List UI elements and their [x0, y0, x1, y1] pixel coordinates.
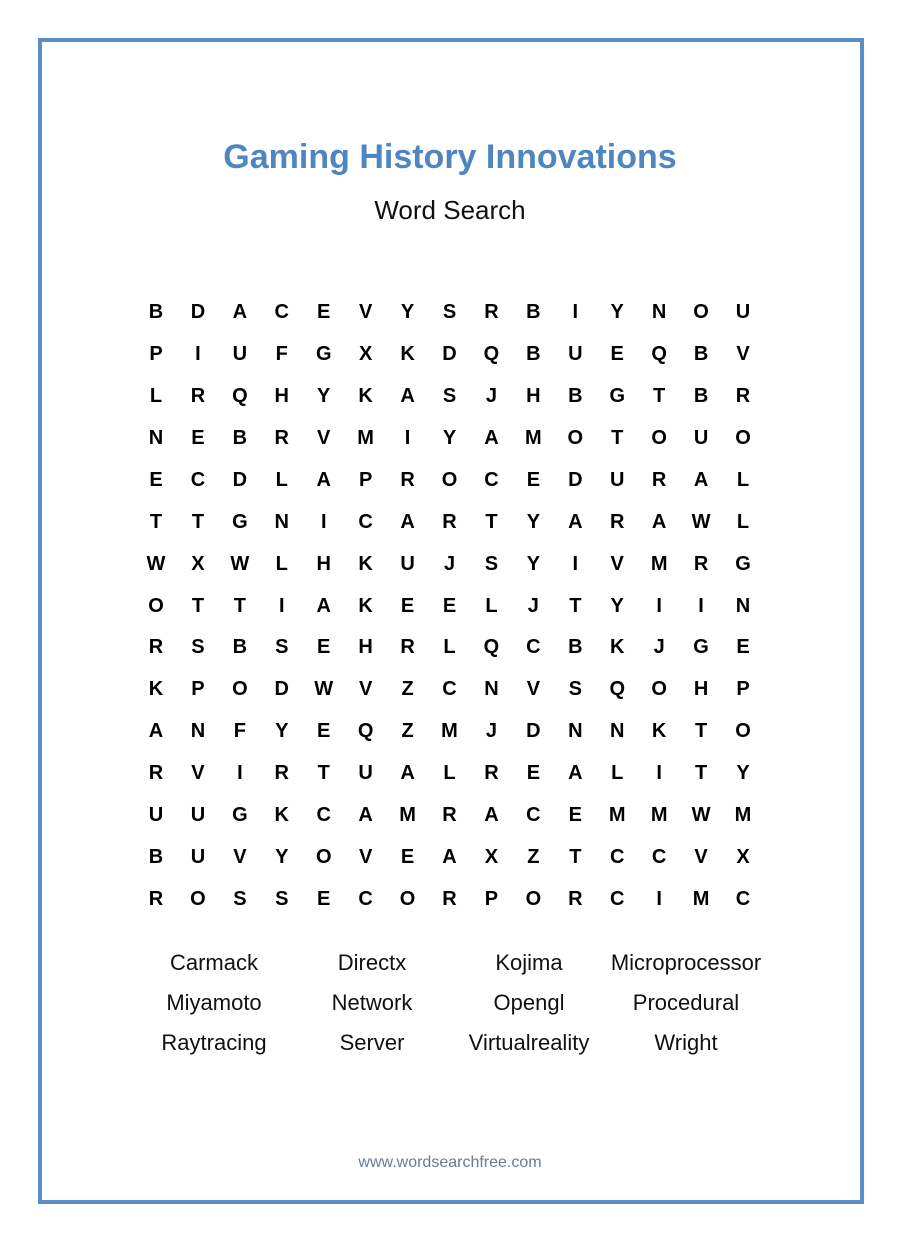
grid-letter[interactable]: O [735, 720, 751, 743]
grid-letter[interactable]: L [275, 552, 288, 575]
grid-letter[interactable]: L [736, 510, 750, 533]
word-list-item: Server [339, 1030, 405, 1055]
word-list-item: Miyamoto [166, 990, 262, 1015]
grid-letter[interactable]: V [610, 552, 624, 575]
grid-letter[interactable]: R [609, 510, 625, 533]
grid-letter[interactable]: S [568, 678, 582, 701]
word-list-item: Procedural [632, 990, 740, 1015]
grid-letter[interactable]: L [611, 762, 624, 785]
grid-letter[interactable]: D [232, 468, 248, 491]
grid-letter[interactable]: A [693, 468, 709, 491]
grid-letter[interactable]: K [651, 720, 667, 743]
grid-letter[interactable]: O [315, 846, 332, 869]
grid-letter[interactable]: V [736, 342, 750, 365]
grid-letter[interactable]: N [148, 426, 164, 449]
grid-letter[interactable]: R [400, 636, 415, 659]
grid-letter[interactable]: D [442, 342, 457, 365]
grid-letter[interactable]: Y [736, 762, 750, 785]
grid-letter[interactable]: M [525, 426, 542, 449]
grid-letter[interactable]: C [526, 804, 541, 827]
grid-letter[interactable]: S [191, 636, 205, 659]
grid-letter[interactable]: N [190, 720, 206, 743]
grid-letter[interactable]: M [692, 888, 710, 911]
grid-letter[interactable]: U [609, 468, 625, 491]
grid-letter[interactable]: U [190, 846, 206, 869]
grid-letter[interactable]: E [317, 636, 331, 659]
grid-letter[interactable]: J [485, 720, 497, 743]
grid-letter[interactable]: Y [442, 426, 457, 449]
grid-letter[interactable]: J [527, 594, 539, 617]
grid-letter[interactable]: C [735, 888, 751, 911]
grid-letter[interactable]: J [653, 636, 665, 659]
grid-letter[interactable]: S [484, 552, 499, 575]
grid-letter[interactable]: B [148, 846, 164, 869]
grid-letter[interactable]: U [232, 342, 248, 365]
grid-letter[interactable]: Y [610, 594, 624, 617]
grid-letter[interactable]: G [609, 384, 625, 407]
grid-letter[interactable]: T [611, 426, 624, 449]
grid-letter[interactable]: C [358, 888, 373, 911]
word-list-item: Directx [337, 950, 407, 975]
grid-letter[interactable]: T [569, 594, 582, 617]
grid-letter[interactable]: S [442, 384, 457, 407]
grid-letter[interactable]: F [233, 720, 246, 743]
grid-letter[interactable]: O [651, 678, 667, 701]
grid-letter[interactable]: Y [400, 301, 415, 323]
grid-letter[interactable]: X [358, 342, 373, 365]
grid-letter[interactable]: W [146, 552, 166, 575]
grid-letter[interactable]: O [525, 888, 542, 911]
grid-letter[interactable]: U [735, 301, 751, 323]
grid-letter[interactable]: L [485, 594, 498, 617]
grid-letter[interactable]: A [316, 594, 331, 617]
grid-letter[interactable]: U [358, 762, 373, 785]
grid-letter[interactable]: O [232, 678, 248, 701]
grid-letter[interactable]: A [442, 846, 457, 869]
grid-letter[interactable]: A [484, 804, 499, 827]
grid-letter[interactable]: R [568, 888, 583, 911]
grid-letter[interactable]: W [230, 552, 250, 575]
grid-letter[interactable]: H [274, 384, 289, 407]
grid-letter[interactable]: P [484, 888, 499, 911]
grid-letter[interactable]: Y [526, 552, 541, 575]
grid-letter[interactable]: M [399, 804, 416, 827]
grid-letter[interactable]: U [400, 552, 415, 575]
grid-letter[interactable]: B [148, 301, 164, 323]
grid-letter[interactable]: Q [232, 384, 248, 407]
grid-letter[interactable]: C [358, 510, 373, 533]
grid-letter[interactable]: R [651, 468, 667, 491]
grid-letter[interactable]: B [568, 384, 583, 407]
grid-letter[interactable]: M [650, 552, 668, 575]
grid-letter[interactable]: M [734, 804, 752, 827]
grid-letter[interactable]: L [149, 384, 163, 407]
grid-letter[interactable]: Q [357, 720, 374, 743]
grid-letter[interactable]: I [237, 762, 243, 785]
grid-letter[interactable]: K [148, 678, 164, 701]
grid-letter[interactable]: B [232, 636, 248, 659]
grid-letter[interactable]: A [651, 510, 667, 533]
grid-letter[interactable]: Q [651, 342, 667, 365]
grid-letter[interactable]: R [148, 762, 164, 785]
grid-letter[interactable]: O [441, 468, 458, 491]
grid-letter[interactable]: P [358, 468, 373, 491]
grid-letter[interactable]: B [693, 342, 709, 365]
grid-letter[interactable]: H [358, 636, 373, 659]
grid-letter[interactable]: U [190, 804, 206, 827]
grid-letter[interactable]: G [232, 510, 248, 533]
grid-letter[interactable]: E [736, 636, 750, 659]
grid-letter[interactable]: A [232, 301, 248, 323]
grid-letter[interactable]: B [693, 384, 709, 407]
grid-letter[interactable]: A [484, 426, 499, 449]
grid-letter[interactable]: Y [275, 720, 289, 743]
grid-letter[interactable]: S [275, 636, 289, 659]
grid-letter[interactable]: R [274, 762, 289, 785]
grid-letter[interactable]: N [609, 720, 625, 743]
grid-letter[interactable]: C [526, 636, 541, 659]
grid-letter[interactable]: R [484, 301, 499, 323]
word-list-item: Carmack [169, 950, 258, 975]
grid-letter[interactable]: S [275, 888, 289, 911]
grid-letter[interactable]: I [320, 510, 327, 533]
grid-letter[interactable]: C [651, 846, 667, 869]
grid-letter[interactable]: V [358, 678, 373, 701]
grid-letter[interactable]: E [526, 762, 541, 785]
grid-letter[interactable]: N [274, 510, 289, 533]
grid-letter[interactable]: E [400, 846, 415, 869]
grid-letter[interactable]: A [400, 762, 415, 785]
grid-letter[interactable]: R [693, 552, 709, 575]
grid-letter[interactable]: K [609, 636, 625, 659]
grid-letter[interactable]: O [148, 594, 164, 617]
grid-letter[interactable]: N [735, 594, 751, 617]
grid-letter[interactable]: G [315, 342, 332, 365]
grid-letter[interactable]: L [443, 762, 456, 785]
grid-letter[interactable]: I [404, 426, 411, 449]
grid-letter[interactable]: C [316, 804, 331, 827]
grid-letter[interactable]: C [609, 888, 625, 911]
grid-letter[interactable]: U [568, 342, 583, 365]
grid-letter[interactable]: I [656, 762, 662, 785]
grid-letter[interactable]: I [195, 342, 201, 365]
grid-letter[interactable]: X [736, 846, 750, 869]
grid-letter[interactable]: L [275, 468, 288, 491]
grid-letter[interactable]: Z [401, 678, 414, 701]
grid-letter[interactable]: M [357, 426, 374, 449]
word-list-item: Kojima [495, 950, 563, 975]
grid-letter[interactable]: A [568, 510, 583, 533]
grid-letter[interactable]: H [316, 552, 331, 575]
grid-letter[interactable]: O [735, 426, 751, 449]
grid-letter[interactable]: K [358, 384, 373, 407]
grid-letter[interactable]: C [609, 846, 625, 869]
grid-letter[interactable]: M [650, 804, 668, 827]
grid-letter[interactable]: S [233, 888, 247, 911]
grid-letter[interactable]: I [279, 594, 285, 617]
word-list-item: Microprocessor [610, 950, 762, 975]
grid-letter[interactable]: R [442, 510, 457, 533]
grid-letter[interactable]: B [526, 342, 541, 365]
grid-letter[interactable]: E [149, 468, 163, 491]
grid-letter[interactable]: A [316, 468, 331, 491]
grid-letter[interactable]: Q [483, 636, 500, 659]
grid-letter[interactable]: V [694, 846, 708, 869]
grid-letter[interactable]: P [191, 678, 205, 701]
grid-letter[interactable]: V [191, 762, 205, 785]
grid-letter[interactable]: D [274, 678, 289, 701]
grid-letter[interactable]: I [572, 552, 579, 575]
grid-letter[interactable]: E [317, 720, 331, 743]
grid-letter[interactable]: D [568, 468, 583, 491]
grid-letter[interactable]: R [190, 384, 206, 407]
grid-letter[interactable]: E [568, 804, 582, 827]
grid-letter[interactable]: T [694, 720, 708, 743]
grid-letter[interactable]: K [358, 552, 373, 575]
grid-letter[interactable]: O [190, 888, 206, 911]
grid-letter[interactable]: J [443, 552, 456, 575]
grid-letter[interactable]: T [191, 594, 205, 617]
grid-letter[interactable]: V [526, 678, 541, 701]
grid-letter[interactable]: Y [317, 384, 331, 407]
grid-letter[interactable]: O [693, 301, 709, 323]
grid-letter[interactable]: R [148, 888, 164, 911]
grid-letter[interactable]: C [190, 468, 206, 491]
grid-letter[interactable]: A [148, 720, 164, 743]
grid-letter[interactable]: F [275, 342, 288, 365]
grid-letter[interactable]: C [274, 301, 289, 323]
grid-letter[interactable]: A [568, 762, 583, 785]
grid-letter[interactable]: D [190, 301, 206, 323]
grid-letter[interactable]: Q [609, 678, 625, 701]
grid-letter[interactable]: J [485, 384, 497, 407]
grid-letter[interactable]: G [735, 552, 751, 575]
grid-letter[interactable]: E [317, 888, 331, 911]
grid-letter[interactable]: X [484, 846, 499, 869]
grid-letter[interactable]: T [233, 594, 246, 617]
grid-letter[interactable]: V [317, 426, 331, 449]
word-list-item: Raytracing [161, 1030, 267, 1055]
grid-letter[interactable]: L [736, 468, 750, 491]
grid-letter[interactable]: E [610, 342, 624, 365]
grid-letter[interactable]: B [526, 301, 541, 323]
grid-letter[interactable]: V [358, 846, 373, 869]
grid-letter[interactable]: T [653, 384, 666, 407]
grid-letter[interactable]: P [736, 678, 750, 701]
grid-letter[interactable]: E [191, 426, 205, 449]
grid-letter[interactable]: O [651, 426, 667, 449]
grid-letter[interactable]: W [691, 510, 711, 533]
grid-letter[interactable]: E [400, 594, 415, 617]
footer-url: www.wordsearchfree.com [358, 1154, 542, 1171]
grid-letter[interactable]: P [149, 342, 163, 365]
word-list-item: Wright [654, 1030, 718, 1055]
word-list-item: Opengl [493, 990, 565, 1015]
grid-letter[interactable]: V [358, 301, 373, 323]
grid-letter[interactable]: R [735, 384, 751, 407]
grid-letter[interactable]: Y [610, 301, 624, 323]
grid-letter[interactable]: Y [275, 846, 289, 869]
grid-letter[interactable]: W [691, 804, 711, 827]
grid-letter[interactable]: N [651, 301, 667, 323]
grid-letter[interactable]: Q [483, 342, 500, 365]
grid-letter[interactable]: H [693, 678, 709, 701]
grid-letter[interactable]: G [693, 636, 709, 659]
grid-letter[interactable]: I [698, 594, 704, 617]
grid-letter[interactable]: O [567, 426, 584, 449]
grid-letter[interactable]: M [608, 804, 626, 827]
grid-letter[interactable]: T [191, 510, 205, 533]
grid-letter[interactable]: D [526, 720, 541, 743]
grid-letter[interactable]: U [693, 426, 709, 449]
grid-letter[interactable]: E [317, 301, 331, 323]
grid-letter[interactable]: V [233, 846, 247, 869]
grid-letter[interactable]: U [148, 804, 164, 827]
grid-letter[interactable]: A [400, 510, 415, 533]
grid-letter[interactable]: H [526, 384, 541, 407]
grid-letter[interactable]: R [484, 762, 499, 785]
grid-letter[interactable]: O [399, 888, 416, 911]
page-title: Gaming History Innovations [223, 138, 677, 176]
word-list-item: Network [331, 990, 413, 1015]
grid-letter[interactable]: S [442, 301, 457, 323]
grid-letter[interactable]: R [400, 468, 415, 491]
grid-letter[interactable]: T [694, 762, 708, 785]
page-subtitle: Word Search [374, 195, 526, 225]
grid-letter[interactable]: R [442, 804, 457, 827]
grid-letter[interactable]: L [443, 636, 456, 659]
grid-letter[interactable]: E [526, 468, 541, 491]
grid-letter[interactable]: T [569, 846, 582, 869]
grid-letter[interactable]: K [274, 804, 289, 827]
grid-letter[interactable]: C [484, 468, 499, 491]
grid-letter[interactable]: I [572, 301, 579, 323]
grid-letter[interactable]: R [148, 636, 164, 659]
grid-letter[interactable]: E [442, 594, 457, 617]
grid-letter[interactable]: N [484, 678, 499, 701]
grid-letter[interactable]: Z [401, 720, 414, 743]
grid-letter[interactable]: C [442, 678, 457, 701]
grid-letter[interactable]: N [568, 720, 583, 743]
grid-letter[interactable]: R [274, 426, 289, 449]
grid-letter[interactable]: M [441, 720, 458, 743]
grid-letter[interactable]: I [656, 594, 662, 617]
grid-letter[interactable]: Y [526, 510, 541, 533]
grid-letter[interactable]: Z [527, 846, 540, 869]
grid-letter[interactable]: X [191, 552, 205, 575]
grid-letter[interactable]: A [400, 384, 415, 407]
grid-letter[interactable]: K [400, 342, 415, 365]
grid-letter[interactable]: K [358, 594, 373, 617]
grid-letter[interactable]: T [149, 510, 163, 533]
word-list-item: Virtualreality [468, 1030, 590, 1055]
grid-letter[interactable]: G [232, 804, 248, 827]
grid-letter[interactable]: B [232, 426, 248, 449]
grid-letter[interactable]: R [442, 888, 457, 911]
grid-letter[interactable]: A [358, 804, 373, 827]
grid-letter[interactable]: B [568, 636, 583, 659]
grid-letter[interactable]: I [656, 888, 662, 911]
grid-letter[interactable]: W [314, 678, 334, 701]
grid-letter[interactable]: T [485, 510, 498, 533]
grid-letter[interactable]: T [317, 762, 330, 785]
